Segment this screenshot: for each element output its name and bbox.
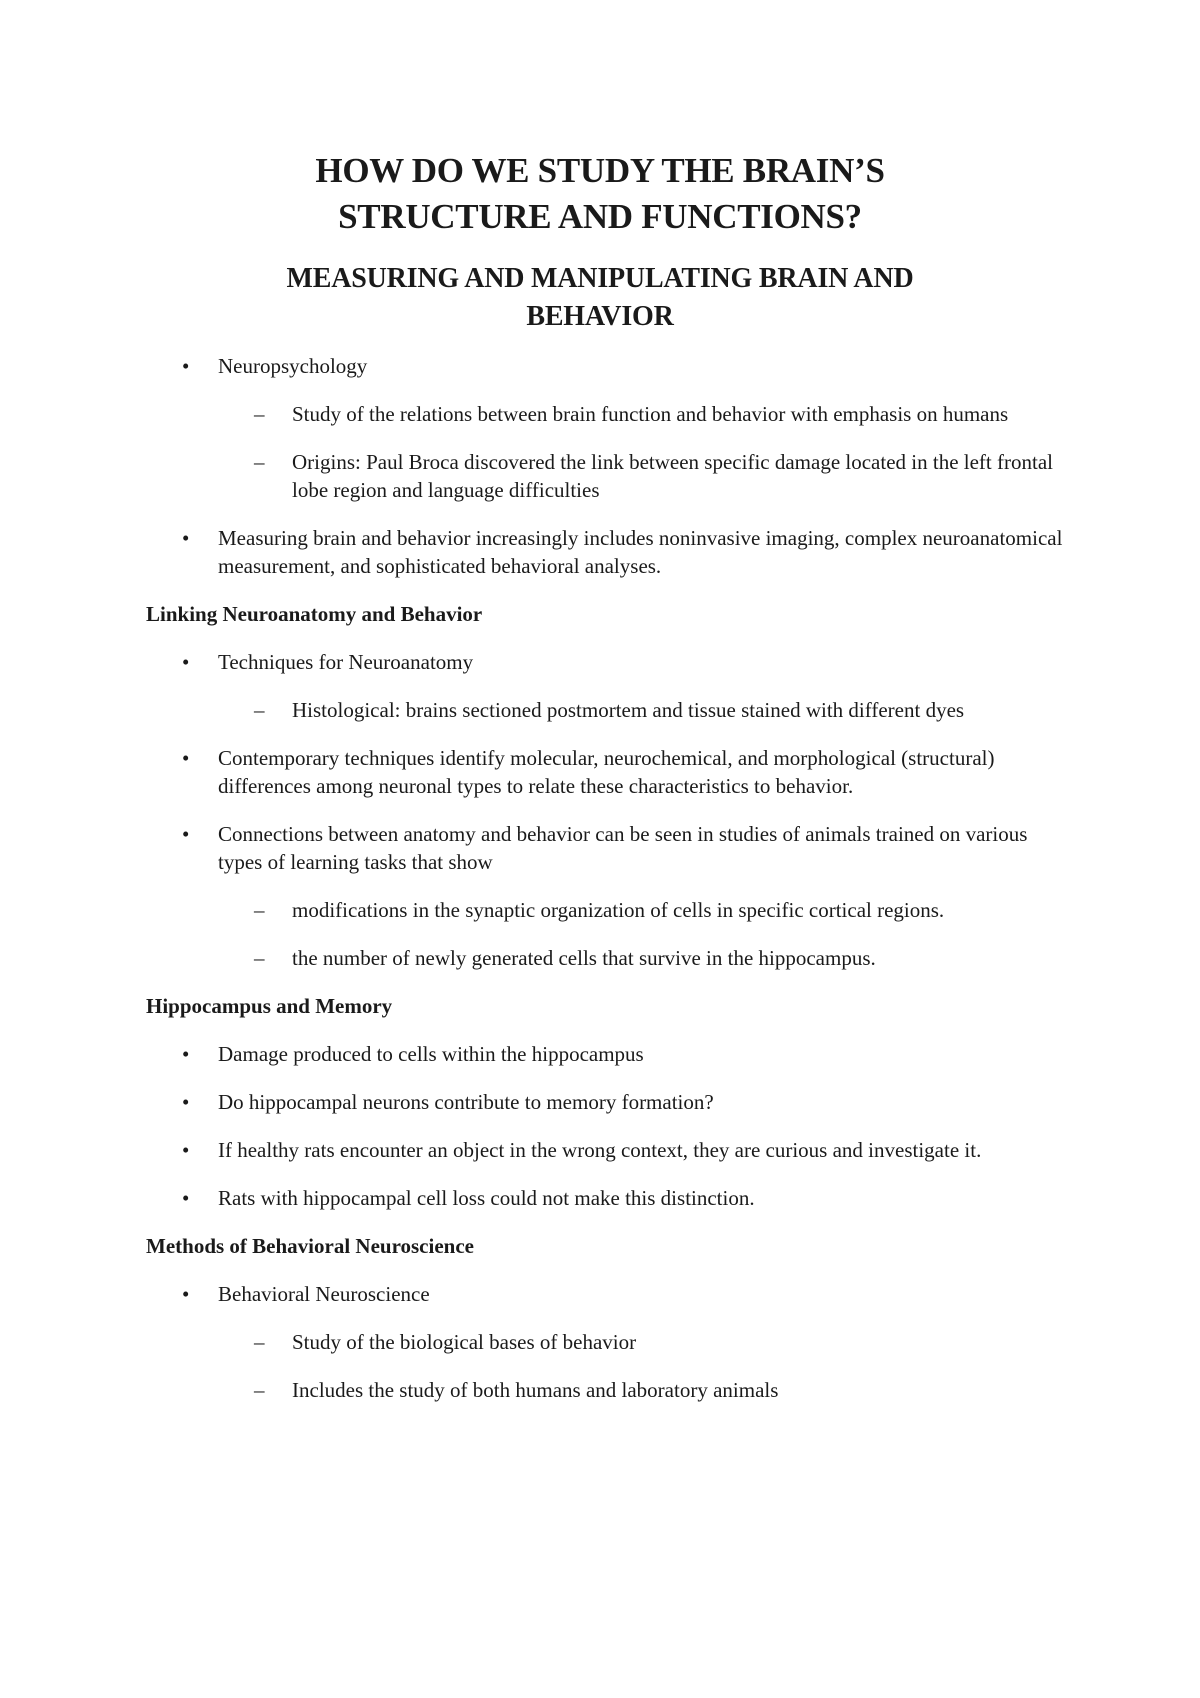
bullet-text: Neuropsychology	[218, 354, 368, 378]
bullet-text: Contemporary techniques identify molecular, neurochemical, and morphological (structural) differences among neuronal types to relate these characteristics to behavior.	[218, 746, 995, 798]
title-line-1: HOW DO WE STUDY THE BRAIN’S	[315, 151, 885, 190]
bullet-item	[146, 1280, 1066, 1308]
dash-mark: –	[254, 1330, 265, 1354]
bullet-mark: •	[182, 1138, 190, 1162]
bullet-text: Do hippocampal neurons contribute to memory formation?	[218, 1090, 714, 1114]
subtitle-line-2: BEHAVIOR	[526, 301, 674, 332]
bullet-item	[146, 1136, 1066, 1164]
sub-item-text: modifications in the synaptic organization of cells in specific cortical regions.	[292, 898, 945, 922]
dash-mark: –	[254, 1378, 265, 1402]
bullet-mark: •	[182, 1186, 190, 1210]
bullet-mark: •	[182, 1282, 190, 1306]
bullet-text: Damage produced to cells within the hippocampus	[218, 1042, 644, 1066]
bullet-item	[146, 648, 1066, 676]
dash-mark: –	[254, 946, 265, 970]
bullet-item	[146, 524, 1066, 580]
bullet-item	[146, 744, 1066, 800]
section-heading: Methods of Behavioral Neuroscience	[146, 1234, 474, 1258]
page-title	[0, 148, 1200, 240]
bullet-mark: •	[182, 526, 190, 550]
title-line-2: STRUCTURE AND FUNCTIONS?	[338, 197, 862, 236]
bullet-mark: •	[182, 1042, 190, 1066]
dash-mark: –	[254, 698, 265, 722]
bullet-item	[146, 1088, 1066, 1116]
sub-item-text: the number of newly generated cells that survive in the hippocampus.	[292, 946, 876, 970]
document-body	[146, 352, 1066, 1424]
page-subtitle	[0, 260, 1200, 336]
bullet-text: Behavioral Neuroscience	[218, 1282, 430, 1306]
dash-mark: –	[254, 450, 265, 474]
sub-item-text: Includes the study of both humans and laboratory animals	[292, 1378, 779, 1402]
dash-mark: –	[254, 898, 265, 922]
bullet-text: Techniques for Neuroanatomy	[218, 650, 474, 674]
bullet-text: Rats with hippocampal cell loss could not make this distinction.	[218, 1186, 755, 1210]
sub-item	[146, 944, 1066, 972]
bullet-mark: •	[182, 1090, 190, 1114]
bullet-mark: •	[182, 354, 190, 378]
sub-item-text: Histological: brains sectioned postmortem and tissue stained with different dyes	[292, 698, 965, 722]
bullet-item	[146, 352, 1066, 380]
bullet-mark: •	[182, 822, 190, 846]
section-heading: Linking Neuroanatomy and Behavior	[146, 602, 483, 626]
bullet-text: Connections between anatomy and behavior can be seen in studies of animals trained on various types of learning tasks that show	[218, 822, 1028, 874]
bullet-text: If healthy rats encounter an object in the wrong context, they are curious and investigate it.	[218, 1138, 982, 1162]
bullet-mark: •	[182, 650, 190, 674]
subtitle-line-1: MEASURING AND MANIPULATING BRAIN AND	[286, 263, 914, 294]
bullet-item	[146, 1184, 1066, 1212]
sub-item-text: Origins: Paul Broca discovered the link between specific damage located in the left frontal lobe region and language difficulties	[292, 450, 1053, 502]
sub-item-text: Study of the biological bases of behavior	[292, 1330, 637, 1354]
sub-item	[146, 1328, 1066, 1356]
section-heading: Hippocampus and Memory	[146, 994, 393, 1018]
sub-item	[146, 896, 1066, 924]
bullet-item	[146, 1040, 1066, 1068]
sub-item	[146, 696, 1066, 724]
bullet-mark: •	[182, 746, 190, 770]
sub-item-text: Study of the relations between brain function and behavior with emphasis on humans	[292, 402, 1009, 426]
bullet-text: Measuring brain and behavior increasingly includes noninvasive imaging, complex neuroanatomical measurement, and sophisticated behavioral analyses.	[218, 526, 1063, 578]
sub-item	[146, 448, 1066, 504]
sub-item	[146, 400, 1066, 428]
sub-item	[146, 1376, 1066, 1404]
dash-mark: –	[254, 402, 265, 426]
bullet-item	[146, 820, 1066, 876]
